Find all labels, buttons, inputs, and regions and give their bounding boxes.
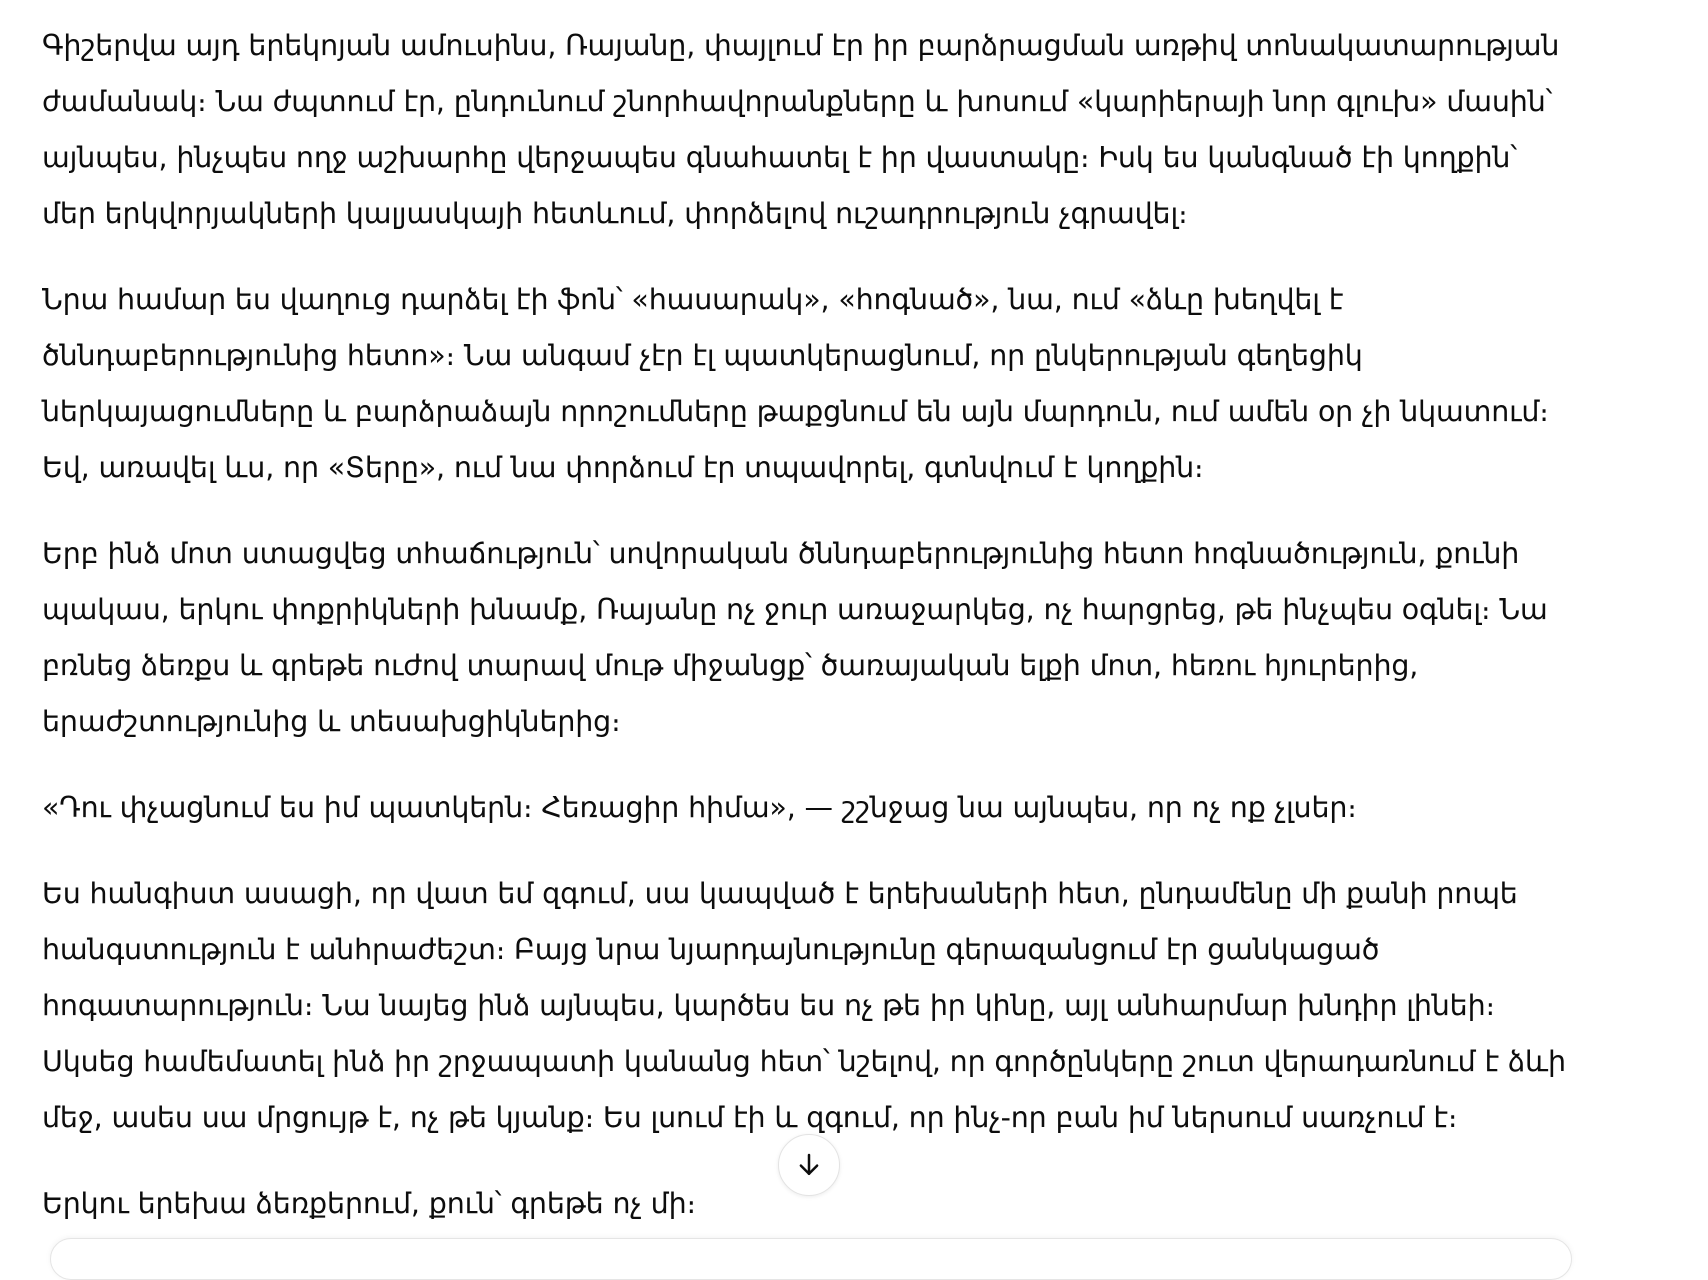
assistant-message	[42, 18, 1622, 1250]
message-paragraph: Գիշերվա այդ երեկոյան ամուսինս, Ռայանը, փայլում էր իր բարձրացման առթիվ տոնակատարության ժամանակ։ Նա ժպտում էր, ընդունում շնորհավորանքները և խոսում «կարիերայի նոր գլուխ» մասին՝ այնպես, ինչպես ողջ աշխարհը վերջապես գնահատել է իր վաստակը։ Իսկ ես կանգնած էի կողքին՝ մեր երկվորյակների կալյասկայի հետևում, փորձելով ուշադրություն չգրավել։	[42, 29, 1560, 230]
message-paragraph: Ես հանգիստ ասացի, որ վատ եմ զգում, սա կապված է երեխաների հետ, ընդամենը մի քանի րոպե հանգստություն է անհրաժեշտ։ Բայց նրա նյարդայնությունը գերազանցում էր ցանկացած հոգատարություն։ Նա նայեց ինձ այնպես, կարծես ես ոչ թե իր կինը, այլ անհարմար խնդիր լինեի։ Սկսեց համեմատել ինձ իր շրջապատի կանանց հետ՝ նշելով, որ գործընկերը շուտ վերադառնում է ձևի մեջ, ասես սա մրցույթ է, ոչ թե կյանք։ Ես լսում էի և զգում, որ ինչ-որ բան իմ ներսում սառչում է։	[42, 877, 1566, 1134]
message-paragraph: «Դու փչացնում ես իմ պատկերն։ Հեռացիր հիմա», — շշնջաց նա այնպես, որ ոչ ոք չլսեր։	[42, 791, 1357, 824]
scroll-to-bottom-button[interactable]	[778, 1134, 840, 1196]
message-paragraph: Երկու երեխա ձեռքերում, քուն՝ գրեթե ոչ մի։	[42, 1187, 696, 1220]
arrow-down-icon	[794, 1150, 824, 1180]
message-composer[interactable]	[50, 1238, 1572, 1280]
message-paragraph: Երբ ինձ մոտ ստացվեց տհաճություն՝ սովորական ծննդաբերությունից հետո հոգնածություն, քունի պակաս, երկու փոքրիկների խնամք, Ռայանը ոչ ջուր առաջարկեց, ոչ հարցրեց, թե ինչպես օգնել։ Նա բռնեց ձեռքս և գրեթե ուժով տարավ մութ միջանցք՝ ծառայական ելքի մոտ, հեռու հյուրերից, երաժշտությունից և տեսախցիկներից։	[42, 537, 1548, 738]
message-paragraph: Նրա համար ես վաղուց դարձել էի ֆոն՝ «հասարակ», «հոգնած», նա, ում «ձևը խեղվել է ծննդաբերությունից հետո»։ Նա անգամ չէր էլ պատկերացնում, որ ընկերության գեղեցիկ ներկայացումները և բարձրաձայն որոշումները թաքցնում են այն մարդուն, ում ամեն օր չի նկատում։ Եվ, առավել ևս, որ «Տերը», ում նա փորձում էր տպավորել, գտնվում է կողքին։	[42, 283, 1549, 484]
